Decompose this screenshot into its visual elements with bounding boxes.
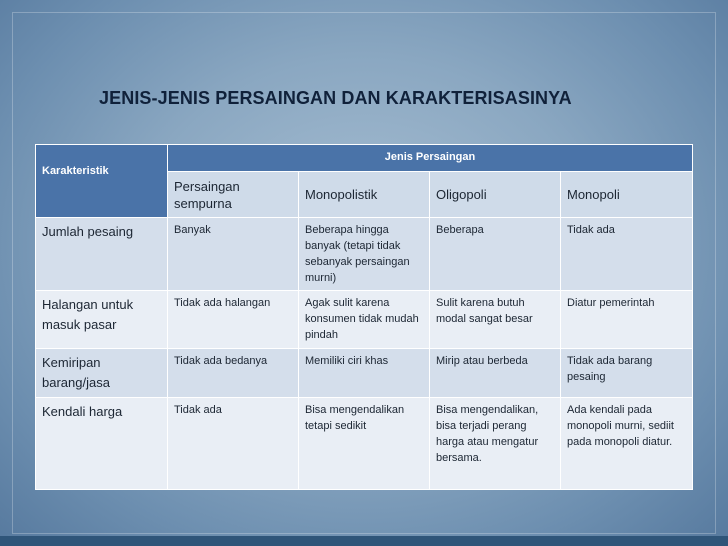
header-karakteristik: Karakteristik [36, 145, 168, 218]
table-cell: Beberapa hingga banyak (tetapi tidak sebanyak persaingan murni) [299, 218, 430, 291]
column-header: Monopoli [561, 172, 693, 218]
bottom-bar [0, 536, 728, 546]
table-cell: Diatur pemerintah [561, 291, 693, 349]
table-row [36, 291, 693, 349]
table-row [36, 349, 693, 398]
row-label: Jumlah pesaing [36, 218, 168, 291]
row-label: Kendali harga [36, 398, 168, 490]
table-cell: Tidak ada bedanya [168, 349, 299, 398]
table-row [36, 398, 693, 490]
competition-table [35, 144, 693, 490]
table-cell: Sulit karena butuh modal sangat besar [430, 291, 561, 349]
table-cell: Tidak ada barang pesaing [561, 349, 693, 398]
table-cell: Beberapa [430, 218, 561, 291]
table-cell: Bisa mengendalikan tetapi sedikit [299, 398, 430, 490]
slide-title: JENIS-JENIS PERSAINGAN DAN KARAKTERISASINYA [99, 88, 572, 108]
row-label: Halangan untuk masuk pasar [36, 291, 168, 349]
table-cell: Agak sulit karena konsumen tidak mudah pindah [299, 291, 430, 349]
table-header-row [36, 145, 693, 172]
table-cell: Mirip atau berbeda [430, 349, 561, 398]
table-cell: Memiliki ciri khas [299, 349, 430, 398]
row-label: Kemiripan barang/jasa [36, 349, 168, 398]
table-cell: Ada kendali pada monopoli murni, sediit pada monopoli diatur. [561, 398, 693, 490]
table-cell: Banyak [168, 218, 299, 291]
table-cell: Bisa mengendalikan, bisa terjadi perang harga atau mengatur bersama. [430, 398, 561, 490]
table-cell: Tidak ada halangan [168, 291, 299, 349]
header-jenis-persaingan: Jenis Persaingan [168, 145, 693, 172]
column-header: Oligopoli [430, 172, 561, 218]
table-cell: Tidak ada [168, 398, 299, 490]
table-cell: Tidak ada [561, 218, 693, 291]
column-header: Persaingan sempurna [168, 172, 299, 218]
column-header: Monopolistik [299, 172, 430, 218]
table-row [36, 218, 693, 291]
